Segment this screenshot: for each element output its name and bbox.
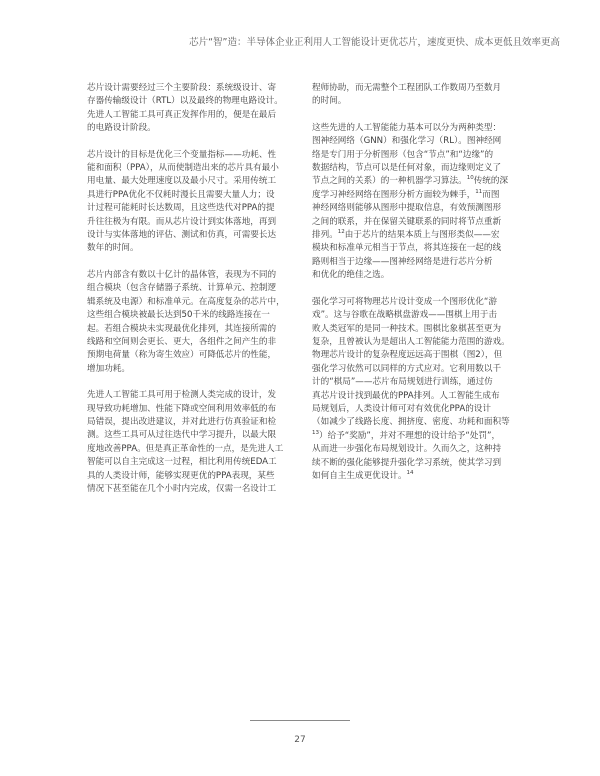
text-line: 先进人工智能工具可真正发挥作用的，便是在最后: [87, 109, 277, 120]
text-line: [312, 349, 527, 362]
text-line: [312, 323, 527, 336]
text-segment: （如减少了线路长度、拥挤度、密度、功耗和面积等: [312, 417, 510, 428]
text-line: 度地改善PPA。但是真正革命性的一点，是先进人工: [87, 443, 284, 454]
body-paragraph: [312, 82, 527, 109]
right-column: [312, 82, 527, 496]
text-line: 组合模块（包含存储器子系统、计算单元、控制逻: [87, 283, 277, 294]
text-segment: 局规划后，人类设计师可对有效优化PPA的设计: [312, 403, 491, 414]
text-segment: 强化学习依然可以同样的方式应对。它利用数以千: [312, 363, 502, 374]
text-line: [312, 135, 527, 148]
footnote-ref: 13: [312, 429, 319, 436]
text-segment: 排列。: [312, 230, 338, 241]
text-line: 现导致功耗增加、性能下降或空间利用效率低的布: [87, 403, 277, 414]
body-paragraph: [87, 269, 302, 376]
text-segment: 路则相当于边缘——图神经网络是进行芯片分析: [312, 256, 493, 267]
text-segment: 由于芯片的结果本质上与图形类似——宏: [344, 230, 500, 241]
text-segment: 图神经网络（GNN）和强化学习（RL）。图神经网: [312, 136, 502, 147]
text-line: 程师协助，而无需整个工程团队工作数周乃至数月: [312, 83, 502, 93]
text-line: [312, 363, 527, 376]
text-line: [312, 403, 527, 416]
text-segment: 复杂，且曾被认为是超出人工智能能力范围的游戏。: [312, 336, 510, 347]
text-segment: ）给予“奖励”，并对不理想的设计给予“处罚”，: [319, 430, 501, 441]
text-segment: 络是专门用于分析图形（包含“节点”和“边缘”的: [312, 149, 494, 160]
footnote-ref: 10: [466, 175, 474, 182]
text-segment: 神经网络则能够从图形中提取信息，有效预测图形: [312, 203, 502, 214]
text-line: [312, 470, 527, 483]
footnote-ref: 14: [406, 470, 414, 477]
text-segment: 如何自主生成更优设计。: [312, 470, 407, 481]
text-line: [312, 242, 527, 255]
text-line: 的电路设计阶段。: [87, 123, 156, 134]
text-line: [312, 269, 527, 282]
text-line: 具进行PPA优化不仅耗时漫长且需要大量人力；设: [87, 189, 275, 200]
body-paragraph: [312, 122, 527, 283]
text-segment: 而图: [482, 189, 500, 200]
text-segment: 计的“棋局”——芯片布局规划进行训练，通过仿: [312, 377, 493, 388]
text-line: 的时间。: [312, 96, 347, 107]
body-paragraph: [312, 296, 527, 484]
text-line: 智能可以自主完成这一过程，相比利用传统EDA工: [87, 457, 277, 468]
footer-divider: [250, 720, 350, 721]
page-number: 27: [294, 735, 306, 745]
text-line: [312, 376, 527, 389]
text-line: [312, 443, 527, 456]
text-line: [312, 416, 527, 429]
text-line: 芯片设计需要经过三个主要阶段：系统级设计、寄: [87, 83, 277, 93]
text-line: 芯片内部含有数以十亿计的晶体管，表现为不同的: [87, 269, 277, 280]
text-segment: 这些先进的人工智能能力基本可以分为两种类型：: [312, 122, 502, 133]
body-paragraph: [87, 389, 302, 496]
text-line: 具的人类设计师，能够实现更优的PPA表现，某些: [87, 470, 275, 481]
text-line: [312, 202, 527, 215]
text-line: 这些组合模块被最长达到50千米的线路连接在一: [87, 310, 270, 321]
text-line: 设计与实体落地的评估、测试和仿真，可需要长达: [87, 230, 277, 241]
text-line: [312, 229, 527, 242]
text-line: [312, 122, 527, 135]
text-segment: 败人类冠军的是同一种技术。围棋比象棋甚至更为: [312, 323, 502, 334]
text-line: 线路和空间则会更长、更大，各组件之间产生的非: [87, 336, 277, 347]
text-line: 能和面积（PPA），从而使制造出来的芯片具有最小: [87, 163, 279, 174]
text-line: [312, 149, 527, 162]
text-segment: 从而进一步强化布局规划设计。久而久之，这种持: [312, 444, 502, 455]
text-segment: 之间的联系，并在保留关键联系的同时将节点重新: [312, 216, 502, 227]
text-line: 先进人工智能工具可用于检测人类完成的设计，发: [87, 390, 277, 401]
text-segment: 和优化的绝佳之选。: [312, 270, 390, 281]
text-line: [312, 162, 527, 175]
footnote-ref: 12: [337, 229, 345, 236]
text-line: [312, 390, 527, 403]
text-line: 芯片设计的目标是优化三个变量指标——功耗、性: [87, 149, 277, 160]
text-line: 存器传输级设计（RTL）以及最终的物理电路设计。: [87, 96, 283, 107]
text-segment: 戏”。这与谷歌在战略棋盘游戏——围棋上用于击: [312, 310, 497, 321]
text-segment: 真芯片设计找到最优的PPA排列。人工智能生成布: [312, 390, 500, 401]
text-segment: 传统的深: [473, 176, 509, 187]
text-line: 局错误，提出改进建议，并对此进行仿真验证和检: [87, 416, 277, 427]
text-line: 预期电荷量（称为寄生效应）可降低芯片的性能，: [87, 350, 277, 361]
body-paragraph: [87, 82, 302, 136]
text-line: [312, 430, 527, 443]
text-line: 用电量、最大处理速度以及最小尺寸。采用传统工: [87, 176, 277, 187]
text-line: [312, 256, 527, 269]
text-line: 增加功耗。: [87, 363, 130, 374]
text-line: 情况下甚至能在几个小时内完成，仅需一名设计工: [87, 483, 277, 494]
text-line: 辑系统及电源）和标准单元。在高度复杂的芯片中，: [87, 296, 285, 307]
text-line: [312, 457, 527, 470]
text-segment: 节点之间的关系）的一种机器学习算法。: [312, 176, 467, 187]
body-paragraph: [87, 149, 302, 256]
text-segment: 强化学习可将物理芯片设计变成一个图形优化“游: [312, 296, 497, 307]
text-segment: 续不断的强化能够提升强化学习系统，使其学习到: [312, 457, 502, 468]
text-line: [312, 216, 527, 229]
text-segment: 模块和标准单元相当于节点，将其连接在一起的线: [312, 243, 502, 254]
text-line: 数年的时间。: [87, 243, 139, 254]
text-line: 升往往极为有限。而从芯片设计到实体落地，再到: [87, 216, 277, 227]
text-line: [312, 336, 527, 349]
text-line: [312, 296, 527, 309]
text-segment: 物理芯片设计的复杂程度远远高于围棋（图2），但: [312, 350, 503, 361]
left-column: [87, 82, 302, 509]
text-line: 计过程可能耗时长达数周，且这些迭代对PPA的提: [87, 203, 275, 214]
text-segment: 数据结构，节点可以是任何对象，而边缘则定义了: [312, 163, 502, 174]
text-line: [312, 189, 527, 202]
running-header: 芯片“智”造：半导体企业正利用人工智能设计更优芯片，速度更快、成本更低且效率更高: [189, 37, 560, 48]
text-line: 测。这些工具可从过往迭代中学习提升，以最大限: [87, 430, 277, 441]
text-line: [312, 175, 527, 188]
text-line: [312, 309, 527, 322]
text-line: 起。若组合模块未实现最优化排列，其连接所需的: [87, 323, 277, 334]
footnote-ref: 11: [475, 188, 483, 195]
text-segment: 度学习神经网络在图形分析方面较为棘手，: [312, 189, 476, 200]
